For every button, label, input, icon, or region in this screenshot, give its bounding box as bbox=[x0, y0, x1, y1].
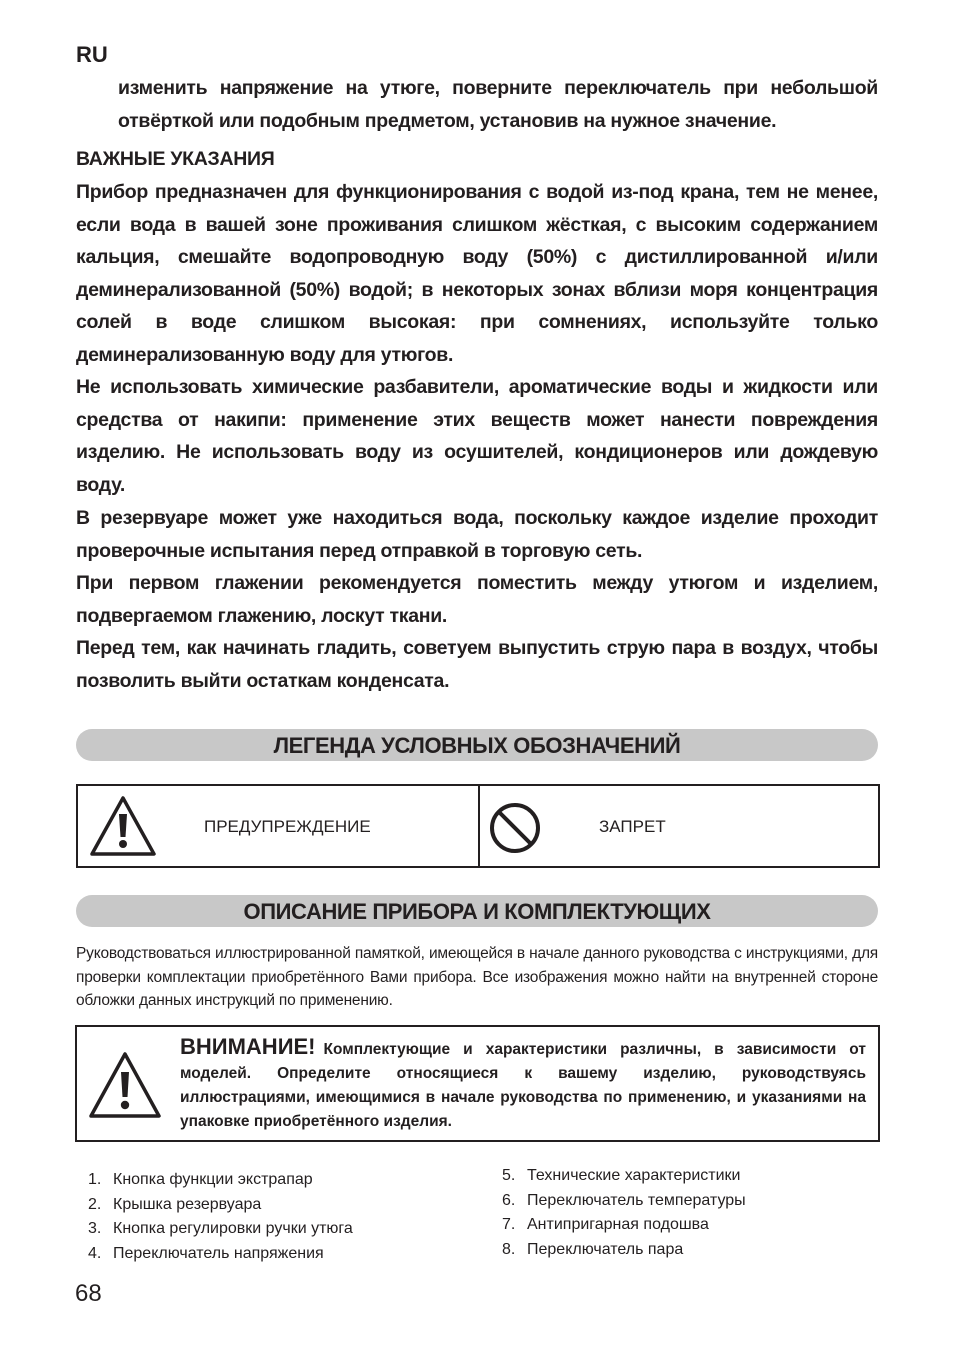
attention-heading: ВНИМАНИЕ! bbox=[180, 1034, 316, 1059]
list-item-label: Кнопка функции экстрапар bbox=[113, 1171, 313, 1188]
warning-triangle-icon bbox=[88, 794, 158, 858]
list-item-number: 7. bbox=[502, 1216, 516, 1233]
list-item-label: Кнопка регулировки ручки утюга bbox=[113, 1220, 353, 1237]
attention-text: Комплектующие и характеристики различны, в зависимости от моделей. Определите относящиеся к вашему изделию, руководствуясь иллюстрациями, имеющимися в начале руководства по применению, и указаниями на упаковке приобретённого изделия. bbox=[180, 1041, 866, 1130]
list-item-label: Переключатель напряжения bbox=[113, 1244, 324, 1262]
list-item bbox=[76, 1242, 476, 1267]
important-paragraph-4: При первом глажении рекомендуется поместить между утюгом и изделием, подвергаемом глажению, лоскут ткани. bbox=[76, 572, 878, 627]
attention-text-block bbox=[180, 1035, 866, 1134]
list-item bbox=[76, 1193, 476, 1218]
list-item-label: Крышка резервуара bbox=[113, 1195, 262, 1213]
list-item bbox=[490, 1189, 890, 1214]
list-item-number: 6. bbox=[502, 1191, 516, 1209]
list-item-label: Технические характеристики bbox=[527, 1167, 741, 1184]
list-item-number: 4. bbox=[88, 1244, 102, 1262]
important-paragraph-2: Не использовать химические разбавители, ароматические воды и жидкости или средства от накипи: применение этих веществ может нанести повреждения изделию. Не использовать воду из осушителей, кондиционеров или дождевую воду. bbox=[76, 376, 878, 496]
list-item-number: 8. bbox=[502, 1240, 516, 1258]
description-paragraph: Руководствоваться иллюстрированной памяткой, имеющейся в начале данного руководства с инструкциями, для проверки комплектации приобретённого Вами прибора. Все изображения можно найти на внутренней стороне обложки данных инструкций по применению. bbox=[76, 945, 878, 1009]
list-item-number: 1. bbox=[88, 1171, 102, 1188]
warning-label: ПРЕДУПРЕЖДЕНИЕ bbox=[204, 817, 371, 836]
parts-list-left bbox=[76, 1168, 476, 1266]
list-item bbox=[76, 1168, 476, 1193]
list-item bbox=[490, 1164, 890, 1189]
legend-table bbox=[76, 784, 880, 868]
parts-list-right bbox=[490, 1164, 890, 1262]
list-item bbox=[490, 1213, 890, 1238]
prohibition-icon bbox=[488, 801, 542, 855]
list-item bbox=[490, 1238, 890, 1263]
list-item-number: 3. bbox=[88, 1220, 102, 1237]
list-item-label: Антипригарная подошва bbox=[527, 1216, 709, 1233]
important-paragraph-1: Прибор предназначен для функционирования с водой из-под крана, тем не менее, если вода в вашей зоне проживания слишком жёсткая, с высоким содержанием кальция, смешайте водопроводную воду (50%) с дистиллированной и/или деминерализованной (50%) водой; в некоторых зонах вблизи моря концентрация солей в воде слишком высокая: при сомнениях, используйте только деминерализованную воду для утюгов. bbox=[76, 181, 878, 366]
legend-warning-cell bbox=[78, 786, 480, 866]
attention-box bbox=[75, 1025, 880, 1142]
intro-paragraph: изменить напряжение на утюге, поверните переключатель при небольшой отвёрткой или подобным предметом, установив на нужное значение. bbox=[118, 77, 878, 132]
legend-prohibition-cell bbox=[480, 786, 878, 866]
list-item-label: Переключатель пара bbox=[527, 1240, 684, 1258]
important-paragraph-3: В резервуаре может уже находиться вода, поскольку каждое изделие проходит проверочные испытания перед отправкой в торговую сеть. bbox=[76, 507, 878, 562]
warning-triangle-icon bbox=[87, 1050, 163, 1120]
list-item-label: Переключатель температуры bbox=[527, 1191, 746, 1209]
list-item-number: 5. bbox=[502, 1167, 516, 1184]
list-item-number: 2. bbox=[88, 1195, 102, 1213]
legend-section-title: ЛЕГЕНДА УСЛОВНЫХ ОБОЗНАЧЕНИЙ bbox=[76, 729, 878, 761]
page-number: 68 bbox=[75, 1280, 102, 1307]
language-code: RU bbox=[76, 42, 108, 67]
description-section-title: ОПИСАНИЕ ПРИБОРА И КОМПЛЕКТУЮЩИХ bbox=[76, 895, 878, 927]
important-paragraph-5: Перед тем, как начинать гладить, советуем выпустить струю пара в воздух, чтобы позволить выйти остаткам конденсата. bbox=[76, 637, 878, 692]
prohibition-label: ЗАПРЕТ bbox=[599, 817, 666, 836]
list-item bbox=[76, 1217, 476, 1242]
important-heading: ВАЖНЫЕ УКАЗАНИЯ bbox=[76, 148, 275, 170]
